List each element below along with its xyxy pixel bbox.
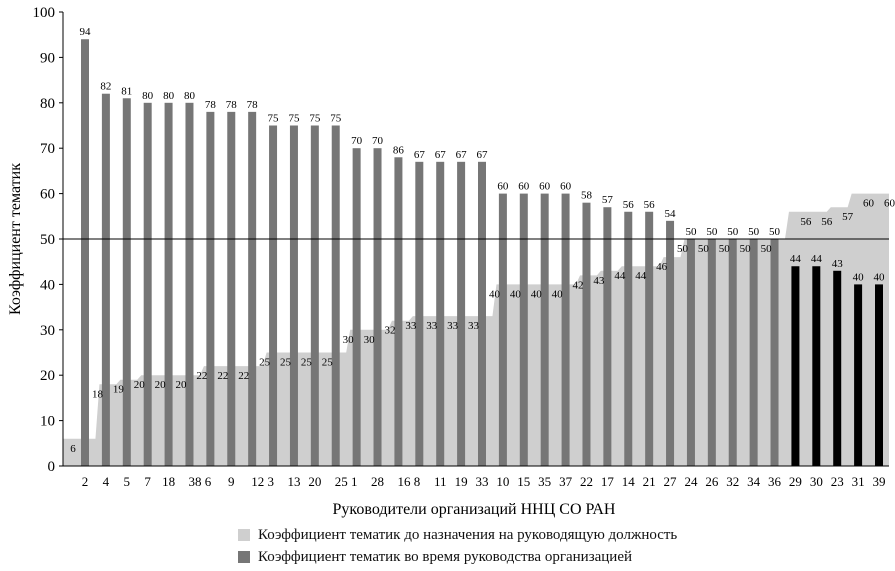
x-tick-label: 26	[705, 474, 719, 489]
area-value-label: 56	[821, 215, 833, 228]
x-tick-label: 9	[228, 474, 235, 489]
bar	[102, 94, 110, 466]
bar	[123, 98, 131, 466]
bar-value-label: 67	[413, 148, 425, 161]
y-tick-label: 90	[40, 50, 55, 67]
area-value-label: 20	[133, 379, 145, 392]
bar-value-label: 70	[372, 135, 384, 148]
x-tick-label: 25 1	[334, 474, 358, 489]
area-value-label: 40	[551, 288, 563, 301]
bar	[603, 207, 611, 466]
area-value-label: 40	[488, 288, 500, 301]
bar-value-label: 80	[163, 89, 175, 102]
bar	[353, 148, 361, 466]
bar	[185, 103, 193, 466]
area-value-label: 57	[842, 211, 854, 224]
legend-item-during	[238, 546, 677, 568]
bar-value-label: 50	[727, 226, 739, 238]
bar-value-label: 44	[789, 253, 801, 266]
bar-value-label: 80	[183, 89, 195, 102]
area-value-label: 40	[509, 288, 521, 301]
area-value-label: 33	[468, 320, 480, 333]
x-tick-label: 31	[851, 474, 865, 489]
x-tick-label: 33	[475, 474, 489, 489]
x-tick-label: 12 3	[251, 474, 274, 489]
x-tick-label: 21	[642, 474, 656, 489]
bar	[666, 221, 674, 466]
bar	[645, 212, 653, 466]
area-value-label: 42	[572, 279, 584, 292]
bar-value-label: 50	[748, 226, 760, 238]
bar	[478, 162, 486, 466]
area-value-label: 30	[342, 333, 354, 346]
bar	[771, 239, 779, 466]
x-tick-label: 38 6	[188, 474, 212, 489]
area-value-label: 18	[91, 388, 103, 401]
bar-value-label: 43	[831, 257, 843, 270]
x-tick-label: 18	[162, 474, 176, 489]
bar	[374, 148, 382, 466]
area-value-label: 43	[593, 274, 605, 287]
bar-value-label: 82	[100, 80, 112, 93]
area-value-label: 50	[718, 243, 730, 255]
legend-label-during: Коэффициент тематик во время руководства организацией	[258, 548, 633, 565]
bar-value-label: 75	[309, 112, 321, 125]
area-value-label: 22	[238, 370, 250, 383]
bar-value-label: 40	[852, 271, 864, 284]
bar-value-label: 94	[79, 26, 91, 39]
x-tick-label: 22	[579, 474, 593, 489]
bar-value-label: 81	[121, 85, 133, 98]
x-tick-label: 24	[684, 474, 698, 489]
bar-value-label: 54	[664, 207, 676, 220]
legend-swatch-during	[238, 551, 250, 563]
bar	[854, 284, 862, 466]
bar	[144, 103, 152, 466]
x-tick-label: 14	[621, 474, 635, 489]
bar-value-label: 50	[769, 226, 781, 238]
bar	[165, 103, 173, 466]
bar-value-label: 50	[706, 226, 718, 238]
y-tick-label: 70	[40, 141, 55, 158]
area-value-label: 20	[154, 379, 166, 392]
bar-value-label: 50	[685, 226, 697, 238]
bar-value-label: 75	[267, 112, 279, 125]
x-tick-label: 35	[538, 474, 552, 489]
area-value-label: 32	[384, 324, 396, 337]
bar-value-label: 67	[434, 148, 446, 161]
legend-label-before: Коэффициент тематик до назначения на руководящую должность	[258, 526, 678, 543]
x-tick-label: 7	[144, 474, 151, 489]
bar	[415, 162, 423, 466]
bar-value-label: 67	[455, 148, 467, 161]
area-value-label: 33	[426, 320, 438, 333]
bar	[582, 203, 590, 466]
x-tick-label: 27	[663, 474, 677, 489]
bar	[290, 126, 298, 467]
x-tick-label: 16 8	[397, 474, 421, 489]
x-tick-label: 17	[600, 474, 614, 489]
bar-value-label: 60	[497, 180, 509, 193]
x-tick-label: 15	[517, 474, 531, 489]
area-value-label: 19	[112, 383, 124, 396]
bar	[436, 162, 444, 466]
area-value-label: 22	[217, 370, 229, 383]
bar	[520, 194, 528, 466]
bar	[750, 239, 758, 466]
bar	[562, 194, 570, 466]
bar	[227, 112, 235, 466]
area-value-label: 25	[280, 356, 291, 369]
bar-value-label: 67	[476, 148, 488, 161]
area-value-label: 44	[614, 270, 626, 283]
y-tick-label: 50	[40, 232, 55, 248]
bar	[248, 112, 256, 466]
area-value-label: 22	[196, 370, 208, 383]
bar-value-label: 56	[643, 198, 655, 211]
area-value-label: 40	[530, 288, 542, 301]
area-value-label: 25	[321, 356, 333, 369]
bar	[791, 266, 799, 466]
x-tick-label: 39	[872, 474, 886, 489]
bar-value-label: 60	[518, 180, 530, 193]
bar-value-label: 60	[539, 180, 551, 193]
bar	[541, 194, 549, 466]
bar-value-label: 58	[580, 189, 592, 202]
x-tick-label: 28	[371, 474, 385, 489]
x-tick-label: 2	[81, 474, 89, 489]
bar	[499, 194, 507, 466]
area-value-label: 50	[739, 243, 751, 255]
bar-value-label: 78	[204, 98, 216, 111]
y-axis-title: Коэффициент тематик	[7, 163, 24, 315]
bar	[624, 212, 632, 466]
bar-value-label: 78	[225, 98, 237, 111]
x-tick-label: 10	[496, 474, 510, 489]
bar	[394, 157, 402, 466]
area-value-label: 33	[405, 320, 417, 333]
bar	[729, 239, 737, 466]
y-tick-label: 20	[40, 368, 55, 385]
bar-value-label: 75	[288, 112, 300, 125]
bar	[708, 239, 716, 466]
area-value-label: 20	[175, 379, 187, 392]
x-tick-label: 19	[454, 474, 468, 489]
bar-value-label: 78	[246, 98, 258, 111]
area-value-label: 6	[70, 442, 76, 455]
area-value-label: 44	[635, 270, 647, 283]
legend-swatch-before	[238, 529, 250, 541]
bar	[81, 39, 89, 466]
y-tick-label: 0	[47, 459, 55, 475]
y-tick-label: 30	[40, 322, 55, 339]
bar	[311, 126, 319, 467]
bar-value-label: 86	[392, 144, 404, 157]
area-value-label: 50	[697, 243, 709, 255]
x-tick-label: 30	[809, 474, 823, 489]
x-axis-title: Руководители организаций ННЦ СО РАН	[332, 501, 616, 518]
x-tick-label: 36	[768, 474, 782, 489]
area-value-label: 46	[656, 261, 668, 274]
bar-value-label: 57	[601, 194, 613, 207]
area-value-label: 56	[800, 215, 812, 228]
area-value-label: 50	[760, 243, 772, 255]
x-tick-label: 34	[747, 474, 761, 489]
x-tick-label: 5	[123, 474, 131, 489]
x-tick-label: 11	[433, 474, 447, 489]
area-value-label: 50	[677, 243, 688, 255]
y-tick-label: 100	[32, 5, 55, 21]
area-value-label: 30	[363, 333, 375, 346]
x-tick-label: 4	[102, 474, 110, 489]
bar	[206, 112, 214, 466]
y-tick-label: 40	[40, 277, 55, 294]
bar-value-label: 60	[560, 180, 572, 193]
x-tick-label: 32	[726, 474, 740, 489]
y-tick-label: 60	[40, 186, 55, 203]
area-value-label: 60	[863, 197, 875, 210]
x-tick-label: 13	[287, 474, 301, 489]
area-value-label: 33	[447, 320, 459, 333]
bar-value-label: 44	[810, 253, 822, 266]
bar-value-label: 80	[142, 89, 154, 102]
bar-value-label: 40	[873, 271, 885, 284]
bar	[269, 126, 277, 467]
area-value-label: 25	[300, 356, 312, 369]
bar	[687, 239, 695, 466]
bar	[812, 266, 820, 466]
x-tick-label: 20	[308, 474, 322, 489]
legend-item-before	[238, 524, 677, 546]
x-tick-label: 37	[559, 474, 573, 489]
bar-value-label: 56	[622, 198, 634, 211]
area-value-label: 60	[883, 197, 895, 210]
bar-value-label: 75	[330, 112, 342, 125]
bar	[332, 126, 340, 467]
bar	[833, 271, 841, 466]
bar	[875, 284, 883, 466]
x-tick-label: 23	[830, 474, 844, 489]
y-tick-label: 10	[40, 413, 55, 430]
bar-value-label: 70	[351, 135, 363, 148]
area-value-label: 25	[259, 356, 271, 369]
bar	[457, 162, 465, 466]
x-tick-label: 29	[788, 474, 802, 489]
y-tick-label: 80	[40, 95, 55, 112]
legend	[238, 524, 677, 568]
